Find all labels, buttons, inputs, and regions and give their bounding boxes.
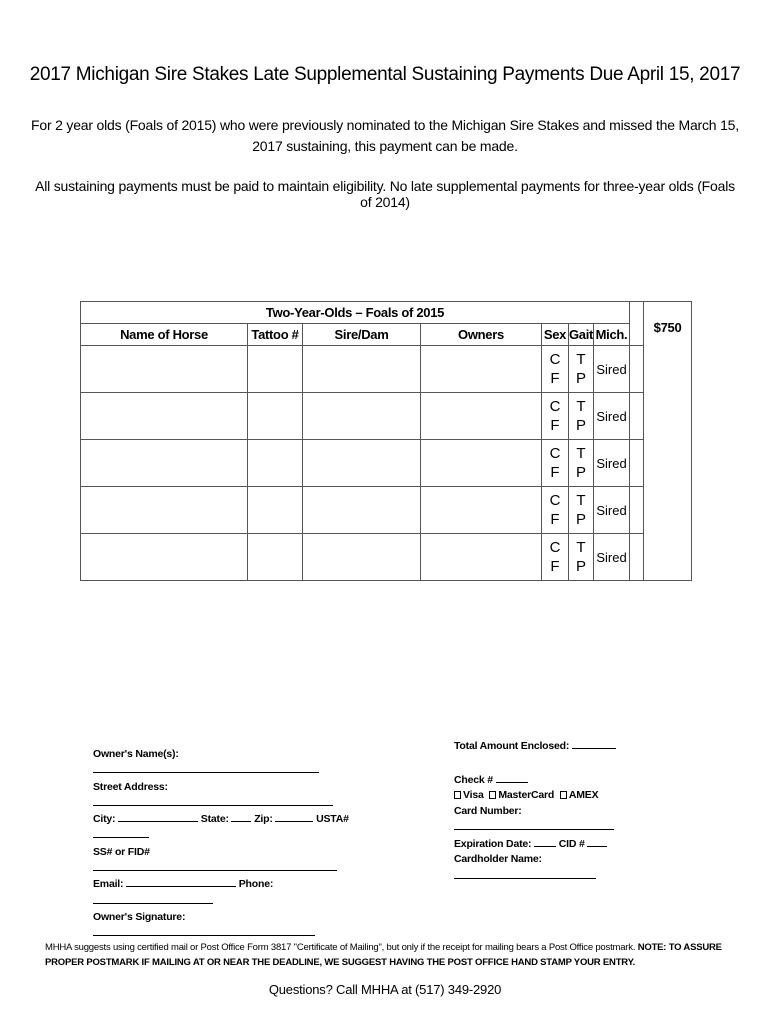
table-row	[81, 487, 692, 534]
price-cell: $750	[644, 302, 692, 581]
column-header: Tattoo #	[248, 324, 303, 346]
owners-field[interactable]	[421, 534, 542, 581]
column-header: Gait	[569, 324, 594, 346]
check-field[interactable]	[496, 772, 528, 783]
page-title: 2017 Michigan Sire Stakes Late Supplemental Sustaining Payments Due April 15, 2017	[29, 64, 741, 85]
owners-field[interactable]	[421, 440, 542, 487]
city-field[interactable]	[118, 811, 198, 822]
sex-option[interactable]: C F	[542, 393, 569, 440]
table-row	[81, 393, 692, 440]
questions-contact: Questions? Call MHHA at (517) 349-2920	[268, 982, 502, 997]
owner-names-label: Owner's Name(s):	[93, 748, 179, 760]
tattoo-field[interactable]	[248, 393, 303, 440]
mich-sired-option[interactable]: Sired	[594, 440, 630, 487]
check-label: Check #	[454, 773, 493, 786]
owner-names-row	[93, 746, 393, 779]
sire-dam-field[interactable]	[303, 487, 421, 534]
column-header: Mich.	[594, 324, 630, 346]
sex-option[interactable]: C F	[542, 487, 569, 534]
spacer-cell	[630, 487, 644, 534]
street-row	[93, 779, 393, 812]
mailing-note-text: MHHA suggests using certified mail or Post Office Form 3817 "Certificate of Mailing", but only if the receipt for mailing bears a Post Office postmark.	[45, 942, 636, 953]
cid-label: CID #	[558, 837, 585, 850]
ss-row	[93, 844, 393, 877]
mailing-note-bold: NOTE: TO ASSURE PROPER POSTMARK IF MAILING AT OR NEAR THE DEADLINE, WE SUGGEST HAVING THE POST OFFICE HAND STAMP YOUR ENTRY.	[45, 942, 722, 968]
sex-option[interactable]: C F	[542, 440, 569, 487]
expiration-label: Expiration Date:	[454, 837, 532, 850]
tattoo-field[interactable]	[248, 487, 303, 534]
column-header: Sex	[542, 324, 569, 346]
street-label: Street Address:	[93, 780, 168, 793]
expiration-row	[454, 836, 684, 853]
spacer-cell	[630, 393, 644, 440]
total-row	[454, 738, 684, 755]
cardholder-field[interactable]	[454, 868, 596, 879]
spacer-cell	[630, 534, 644, 581]
horse-name-field[interactable]	[81, 487, 248, 534]
mich-sired-option[interactable]: Sired	[594, 393, 630, 440]
spacer-cell	[630, 346, 644, 393]
mich-sired-option[interactable]: Sired	[594, 487, 630, 534]
sex-option[interactable]: C F	[542, 534, 569, 581]
card-number-field[interactable]	[454, 819, 614, 830]
city-row	[93, 811, 393, 844]
signature-row	[93, 909, 393, 942]
card-number-label: Card Number:	[454, 804, 522, 817]
table-row	[81, 534, 692, 581]
mastercard-checkbox[interactable]	[489, 791, 496, 799]
email-field[interactable]	[126, 876, 236, 887]
state-label: State:	[200, 813, 229, 826]
card-number-row	[454, 804, 684, 836]
cardholder-row	[454, 852, 684, 884]
signature-field[interactable]	[93, 925, 315, 936]
intro-text: For 2 year olds (Foals of 2015) who were previously nominated to the Michigan Sire Stakes and missed the March 15, 2017 sustaining, this payment can be made.	[31, 117, 739, 154]
visa-checkbox[interactable]	[454, 791, 461, 799]
usta-label: USTA#	[316, 813, 349, 826]
expiration-field[interactable]	[534, 836, 556, 847]
owners-field[interactable]	[421, 346, 542, 393]
spacer-cell	[630, 302, 644, 346]
gait-option[interactable]: T P	[569, 440, 594, 487]
sire-dam-field[interactable]	[303, 393, 421, 440]
email-label: Email:	[93, 878, 124, 891]
horse-name-field[interactable]	[81, 393, 248, 440]
signature-label: Owner's Signature:	[93, 910, 186, 923]
horse-name-field[interactable]	[81, 534, 248, 581]
payment-block	[454, 738, 684, 884]
card-type-row	[454, 788, 684, 804]
cardholder-label: Cardholder Name:	[454, 853, 542, 865]
mich-sired-option[interactable]: Sired	[594, 346, 630, 393]
column-header: Owners	[421, 324, 542, 346]
sex-option[interactable]: C F	[542, 346, 569, 393]
mailing-note	[45, 941, 735, 970]
tattoo-field[interactable]	[248, 346, 303, 393]
ss-label: SS# or FID#	[93, 845, 150, 858]
column-header: Sire/Dam	[303, 324, 421, 346]
entries-table	[80, 301, 692, 581]
sire-dam-field[interactable]	[303, 534, 421, 581]
tattoo-field[interactable]	[248, 534, 303, 581]
table-row	[81, 440, 692, 487]
usta-field[interactable]	[93, 827, 149, 838]
amex-checkbox[interactable]	[560, 791, 567, 799]
ss-field[interactable]	[93, 860, 337, 871]
total-field[interactable]	[572, 738, 616, 749]
gait-option[interactable]: T P	[569, 487, 594, 534]
visa-label: Visa	[463, 789, 484, 801]
spacer-cell	[630, 440, 644, 487]
mastercard-label: MasterCard	[498, 789, 555, 801]
owner-info-block	[93, 746, 393, 942]
horse-name-field[interactable]	[81, 346, 248, 393]
owner-names-field[interactable]	[93, 762, 319, 773]
column-header: Name of Horse	[81, 324, 248, 346]
total-label: Total Amount Enclosed:	[454, 740, 570, 752]
amex-label: AMEX	[568, 789, 599, 801]
zip-label: Zip:	[254, 813, 273, 826]
gait-option[interactable]: T P	[569, 534, 594, 581]
owners-field[interactable]	[421, 393, 542, 440]
table-row	[81, 346, 692, 393]
horse-name-field[interactable]	[81, 440, 248, 487]
city-label: City:	[93, 813, 116, 826]
check-row	[454, 772, 684, 789]
gait-option[interactable]: T P	[569, 346, 594, 393]
table-caption: Two-Year-Olds – Foals of 2015	[81, 302, 630, 324]
owners-field[interactable]	[421, 487, 542, 534]
email-row	[93, 876, 393, 909]
sire-dam-field[interactable]	[303, 346, 421, 393]
phone-field[interactable]	[93, 893, 213, 904]
phone-label: Phone:	[238, 878, 274, 891]
tattoo-field[interactable]	[248, 440, 303, 487]
cid-field[interactable]	[587, 836, 607, 847]
eligibility-note: All sustaining payments must be paid to maintain eligibility. No late supplemental payments for three-year olds (Foals of 2014)	[35, 178, 735, 210]
state-field[interactable]	[231, 811, 251, 822]
sire-dam-field[interactable]	[303, 440, 421, 487]
payment-gap	[454, 755, 684, 772]
mich-sired-option[interactable]: Sired	[594, 534, 630, 581]
street-field[interactable]	[93, 795, 333, 806]
gait-option[interactable]: T P	[569, 393, 594, 440]
zip-field[interactable]	[275, 811, 313, 822]
